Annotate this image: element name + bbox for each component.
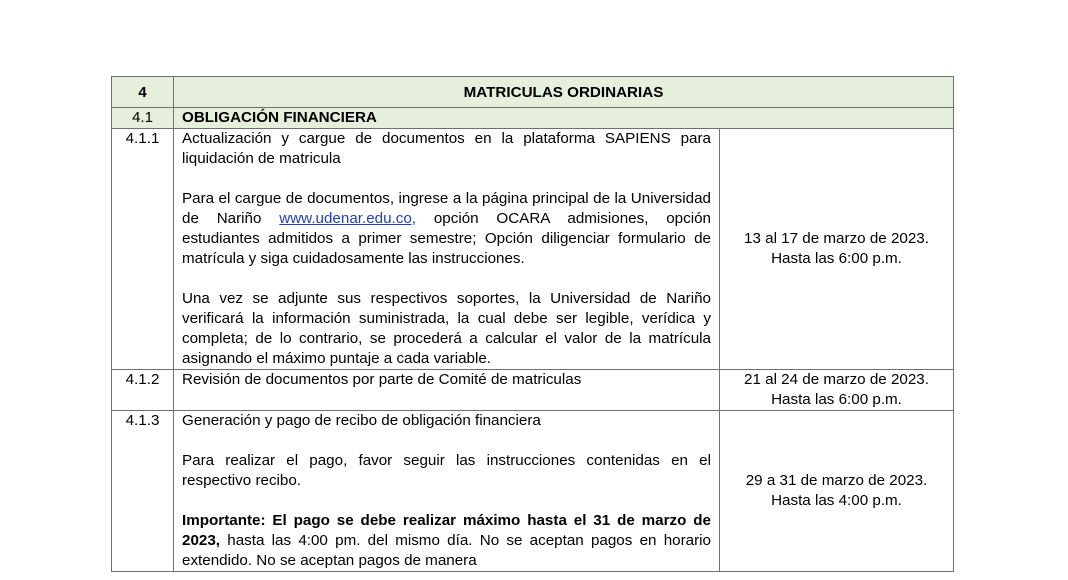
date-deadline: Hasta las 6:00 p.m. — [771, 250, 902, 267]
row-title: Actualización y cargue de documentos en la plataforma SAPIENS para liquidación de matricula — [182, 130, 711, 167]
date-range: 13 al 17 de marzo de 2023. — [744, 230, 929, 247]
table-row — [112, 411, 954, 572]
row-number: 4.1.2 — [112, 370, 174, 411]
row-date — [720, 411, 954, 572]
subsection-number: 4.1 — [112, 108, 174, 129]
schedule-table — [111, 76, 954, 572]
row-paragraph — [182, 511, 711, 571]
table-row — [112, 370, 954, 411]
row-paragraph: Para realizar el pago, favor seguir las instrucciones contenidas en el respectivo recibo. — [182, 452, 711, 489]
subsection-header-row — [112, 108, 954, 129]
section-header-row — [112, 77, 954, 108]
date-range: 21 al 24 de marzo de 2023. — [744, 371, 929, 388]
paragraph-text: opción OCARA admisiones, opción estudiantes admitidos a primer semestre; Opción diligenciar formulario de matrícula y siga cuidadosamente las instrucciones. — [182, 210, 711, 267]
paragraph-text: hasta las 4:00 pm. del mismo día. No se aceptan pagos en horario extendido. No se aceptan pagos de manera — [182, 532, 711, 569]
row-date — [720, 370, 954, 411]
row-date — [720, 129, 954, 370]
section-title: MATRICULAS ORDINARIAS — [174, 77, 954, 108]
paragraph-text: Para el cargue de documentos, ingrese a la página principal de la Universidad de Nariño — [182, 190, 711, 227]
date-deadline: Hasta las 4:00 p.m. — [771, 492, 902, 509]
row-description — [174, 370, 720, 411]
important-note: Importante: El pago se debe realizar máximo hasta el 31 de marzo de 2023, — [182, 512, 711, 549]
date-deadline: Hasta las 6:00 p.m. — [771, 391, 902, 408]
row-description — [174, 411, 720, 572]
row-number: 4.1.3 — [112, 411, 174, 572]
row-number: 4.1.1 — [112, 129, 174, 370]
table-row — [112, 129, 954, 370]
row-description — [174, 129, 720, 370]
section-number: 4 — [112, 77, 174, 108]
row-paragraph — [182, 189, 711, 269]
row-paragraph: Una vez se adjunte sus respectivos soportes, la Universidad de Nariño verificará la información suministrada, la cual debe ser legible, verídica y completa; de lo contrario, se procederá a calcular el valor de la matrícula asignando el máximo puntaje a cada variable. — [182, 290, 711, 367]
row-title: Generación y pago de recibo de obligación financiera — [182, 412, 541, 429]
udenar-link[interactable]: www.udenar.edu.co, — [279, 210, 417, 227]
row-title: Revisión de documentos por parte de Comité de matriculas — [182, 371, 582, 388]
subsection-title: OBLIGACIÓN FINANCIERA — [174, 108, 954, 129]
date-range: 29 a 31 de marzo de 2023. — [745, 472, 928, 489]
